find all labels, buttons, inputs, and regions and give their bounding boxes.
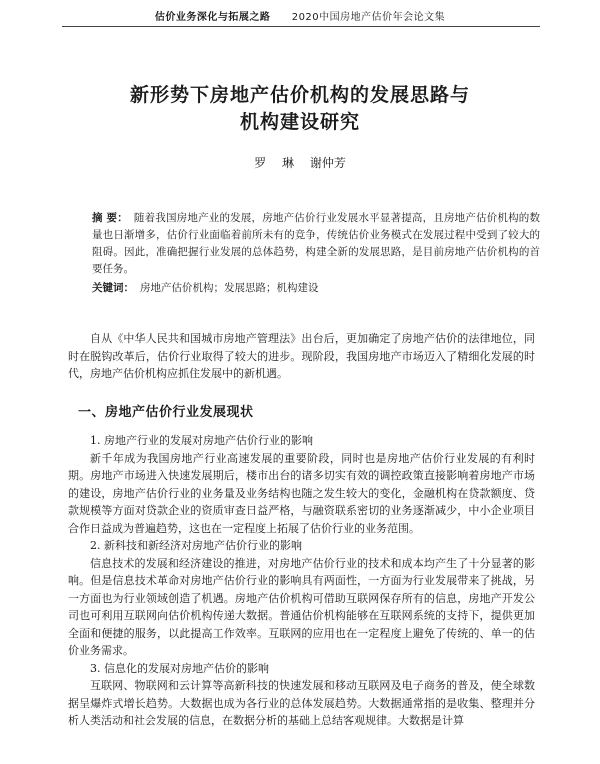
header-rule [62, 26, 540, 27]
author-1: 罗 琳 [254, 156, 294, 170]
section-heading: 一、房地产估价行业发展现状 [78, 405, 254, 420]
introduction [68, 330, 535, 383]
abstract-text: 随着我国房地产业的发展，房地产估价行业发展水平显著提高，且房地产估价机构的数量也日渐增多，估价行业面临着前所未有的竞争，传统估价业务模式在发展过程中受到了较大的阻碍。因此，准确把握行业发展的总体趋势，构建全新的发展思路，是目前房地产估价机构的首要任务。 [92, 212, 540, 275]
title-line-1: 新形势下房地产估价机构的发展思路与 [129, 84, 470, 106]
authors [0, 154, 600, 171]
abstract-body [92, 210, 540, 278]
subsection-2-text: 信息技术的发展和经济建设的推进，对房地产估价行业的技术和成本均产生了十分显著的影响。但是信息技术革命对房地产估价行业的影响具有两面性，一方面为行业发展带来了挑战，另一方面也为行业领域创造了机遇。房地产估价机构可借助互联网保存所有的信息，房地产开发公司也可利用互联网向估价机构传递大数据。普通估价机构能够在互联网系统的支持下，提供更加全面和便捷的服务，以此提高工作效率。互联网的应用也在一定程度上避免了传统的、单一的估价业务需求。 [68, 556, 535, 657]
subsection-3-text: 互联网、物联网和云计算等高新科技的快速发展和移动互联网及电子商务的普及，使全球数据呈爆炸式增长趋势。大数据也成为各行业的总体发展趋势。大数据通常指的是收集、整理并分析人类活动和社会发展的信息，在数据分析的基础上总结客观规律。大数据是计算 [68, 679, 535, 727]
running-header-topic: 估价业务深化与拓展之路 [154, 12, 271, 23]
running-header-book: 2020中国房地产估价年会论文集 [291, 12, 446, 23]
title-line-2: 机构建设研究 [239, 111, 360, 133]
keywords [92, 280, 540, 297]
abstract [92, 210, 540, 297]
abstract-label: 摘 要： [92, 212, 128, 224]
section-content [68, 432, 535, 730]
subsection-1-text: 新千年成为我国房地产行业高速发展的重要阶段，同时也是房地产估价行业发展的有利时期。房地产市场进入快速发展期后，楼市出台的诸多切实有效的调控政策直接影响着房地产市场的建设，房地产估价行业的业务量及业务结构也随之发生较大的变化，金融机构在贷款额度、贷款规模等方面对贷款企业的资质审查日益严格，与融资联系密切的业务逐渐减少，中小企业项目合作日益成为普遍趋势，这也在一定程度上拓展了估价行业的业务范围。 [68, 451, 535, 535]
keywords-label: 关键词： [92, 282, 134, 294]
author-2: 谢仲芳 [309, 156, 346, 170]
subsection-3-heading: 3. 信息化的发展对房地产估价的影响 [90, 661, 269, 675]
subsection-2-heading: 2. 新科技和新经济对房地产估价行业的影响 [90, 539, 302, 552]
keywords-text: 房地产估价机构；发展思路；机构建设 [140, 282, 319, 294]
subsection-1-heading: 1. 房地产行业的发展对房地产估价行业的影响 [90, 434, 313, 447]
intro-paragraph: 自从《中华人民共和国城市房地产管理法》出台后，更加确定了房地产估价的法律地位，同时在脱钩改革后，估价行业取得了较大的进步。现阶段，我国房地产市场迈入了精细化发展的时代，房地产估价机构应抓住发展中的新机遇。 [68, 332, 535, 380]
paper-title [0, 82, 600, 136]
running-header [0, 8, 600, 23]
